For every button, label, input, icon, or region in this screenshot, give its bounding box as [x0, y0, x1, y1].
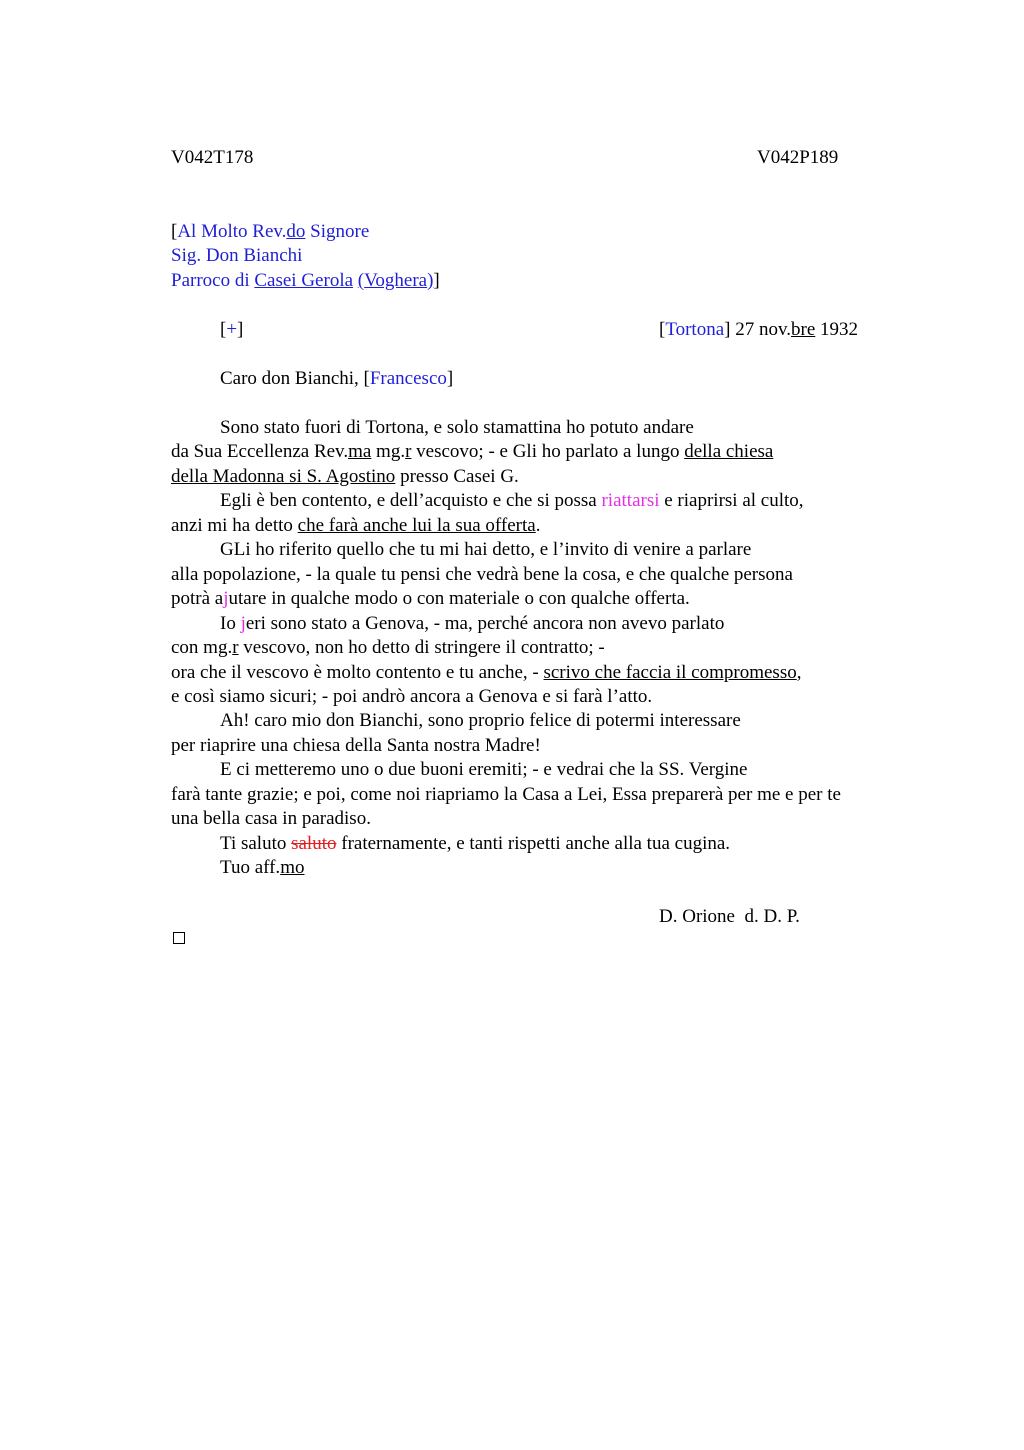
- end-marker-box: [173, 932, 185, 944]
- body-line: per riaprire una chiesa della Santa nostra Madre!: [171, 735, 541, 756]
- body-line: e così siamo sicuri; - poi andrò ancora a Genova e si farà l’atto.: [171, 686, 653, 707]
- body-line: Egli è ben contento, e dell’acquisto e che si possa riattarsi e riaprirsi al culto,: [220, 490, 804, 511]
- body-line: una bella casa in paradiso.: [171, 808, 371, 829]
- body-line: da Sua Eccellenza Rev.ma mg.r vescovo; - e Gli ho parlato a lungo della chiesa: [171, 441, 774, 462]
- body-line: alla popolazione, - la quale tu pensi che vedrà bene la cosa, e che qualche persona: [171, 564, 793, 585]
- address-line-3: Parroco di Casei Gerola (Voghera)]: [171, 270, 440, 291]
- body-line: della Madonna si S. Agostino presso Casei G.: [171, 466, 519, 487]
- cross-mark: [+]: [220, 319, 244, 340]
- salutation: Caro don Bianchi, [Francesco]: [220, 368, 454, 389]
- body-line: GLi ho riferito quello che tu mi hai detto, e l’invito di venire a parlare: [220, 539, 752, 560]
- body-line: Sono stato fuori di Tortona, e solo stamattina ho potuto andare: [220, 417, 694, 438]
- signature: D. Orione d. D. P.: [659, 906, 800, 927]
- body-line: ora che il vescovo è molto contento e tu anche, - scrivo che faccia il compromesso,: [171, 662, 802, 683]
- document-code-left: V042T178: [171, 147, 254, 168]
- body-line: E ci metteremo uno o due buoni eremiti; - e vedrai che la SS. Vergine: [220, 759, 748, 780]
- body-line: Io jeri sono stato a Genova, - ma, perché ancora non avevo parlato: [220, 613, 725, 634]
- body-line: potrà ajutare in qualche modo o con materiale o con qualche offerta.: [171, 588, 690, 609]
- body-line: Ah! caro mio don Bianchi, sono proprio felice di potermi interessare: [220, 710, 741, 731]
- closing-line: Tuo aff.mo: [220, 857, 305, 878]
- body-line: farà tante grazie; e poi, come noi riapriamo la Casa a Lei, Essa preparerà per me e per te: [171, 784, 841, 805]
- document-code-right: V042P189: [757, 147, 839, 168]
- body-line: anzi mi ha detto che farà anche lui la sua offerta.: [171, 515, 541, 536]
- address-line-2: Sig. Don Bianchi: [171, 245, 303, 266]
- deleted-word: saluto: [291, 833, 337, 854]
- address-line-1: [Al Molto Rev.do Signore: [171, 221, 370, 242]
- body-line: Ti saluto saluto fraternamente, e tanti rispetti anche alla tua cugina.: [220, 833, 731, 854]
- body-line: con mg.r vescovo, non ho detto di stringere il contratto; -: [171, 637, 605, 658]
- letter-date: [Tortona] 27 nov.bre 1932: [659, 319, 859, 340]
